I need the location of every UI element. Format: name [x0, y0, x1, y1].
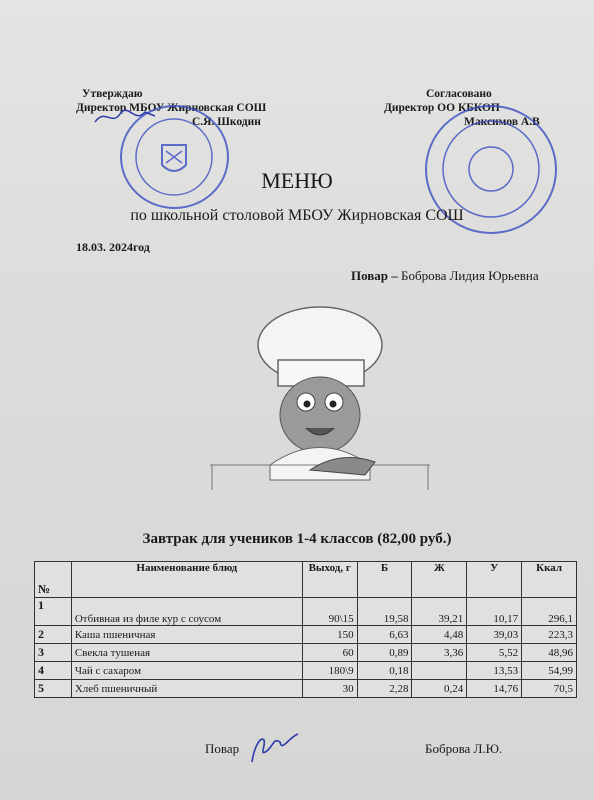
row-kcal: 48,96 — [522, 644, 577, 662]
row-dish: Чай с сахаром — [71, 662, 302, 680]
menu-date: 18.03. 2024год — [76, 240, 150, 254]
row-protein: 0,89 — [357, 644, 412, 662]
row-num: 4 — [35, 662, 72, 680]
col-fat: Ж — [412, 562, 467, 598]
menu-subtitle: по школьной столовой МБОУ Жирновская СОШ — [130, 207, 464, 224]
chef-illustration-icon — [200, 290, 440, 490]
agree-name: Максимов А.В — [464, 116, 540, 128]
cook-line — [351, 268, 539, 284]
row-carb: 10,17 — [467, 598, 522, 626]
row-num: 3 — [35, 644, 72, 662]
row-yield: 90\15 — [302, 598, 357, 626]
footer-cook-label: Повар — [205, 741, 240, 756]
row-yield: 60 — [302, 644, 357, 662]
cook-label: Повар – — [351, 268, 398, 283]
col-protein: Б — [357, 562, 412, 598]
approve-role: Директор МБОУ Жирновская СОШ — [76, 102, 267, 114]
row-fat: 3,36 — [412, 644, 467, 662]
table-row — [35, 644, 577, 662]
cook-signature-icon — [244, 728, 304, 768]
row-carb: 14,76 — [467, 680, 522, 698]
menu-table — [34, 561, 577, 698]
row-num: 2 — [35, 626, 72, 644]
row-kcal: 54,99 — [522, 662, 577, 680]
row-num: 5 — [35, 680, 72, 698]
row-kcal: 223,3 — [522, 626, 577, 644]
row-protein: 2,28 — [357, 680, 412, 698]
director-signature-icon — [90, 106, 160, 128]
row-dish: Каша пшеничная — [71, 626, 302, 644]
agree-title: Согласовано — [426, 88, 492, 100]
cook-name: Боброва Лидия Юрьевна — [401, 268, 539, 283]
row-fat: 39,21 — [412, 598, 467, 626]
row-fat: 4,48 — [412, 626, 467, 644]
row-carb: 39,03 — [467, 626, 522, 644]
row-protein: 0,18 — [357, 662, 412, 680]
row-protein: 19,58 — [357, 598, 412, 626]
row-kcal: 296,1 — [522, 598, 577, 626]
agree-role: Директор ОО КБКОП — [384, 102, 500, 114]
footer-cook-name: Боброва Л.Ю. — [425, 741, 503, 756]
breakfast-title: Завтрак для учеников 1-4 классов (82,00 руб.) — [142, 531, 452, 547]
col-name: Наименование блюд — [71, 562, 302, 598]
row-yield: 30 — [302, 680, 357, 698]
col-carb: У — [467, 562, 522, 598]
row-dish: Свекла тушеная — [71, 644, 302, 662]
row-carb: 13,53 — [467, 662, 522, 680]
row-dish: Отбивная из филе кур с соусом — [71, 598, 302, 626]
menu-title: МЕНЮ — [261, 168, 333, 193]
col-yield: Выход, г — [302, 562, 357, 598]
row-carb: 5,52 — [467, 644, 522, 662]
row-protein: 6,63 — [357, 626, 412, 644]
table-row — [35, 626, 577, 644]
row-fat — [412, 662, 467, 680]
row-dish: Хлеб пшеничный — [71, 680, 302, 698]
approve-name: С.Я. Шкодин — [192, 116, 261, 128]
col-kcal: Ккал — [522, 562, 577, 598]
row-yield: 150 — [302, 626, 357, 644]
table-row — [35, 662, 577, 680]
col-num: № — [35, 562, 72, 598]
row-yield: 180\9 — [302, 662, 357, 680]
row-kcal: 70,5 — [522, 680, 577, 698]
row-num: 1 — [35, 598, 72, 626]
table-row — [35, 598, 577, 626]
table-row — [35, 680, 577, 698]
approve-title: Утверждаю — [82, 88, 143, 100]
row-fat: 0,24 — [412, 680, 467, 698]
